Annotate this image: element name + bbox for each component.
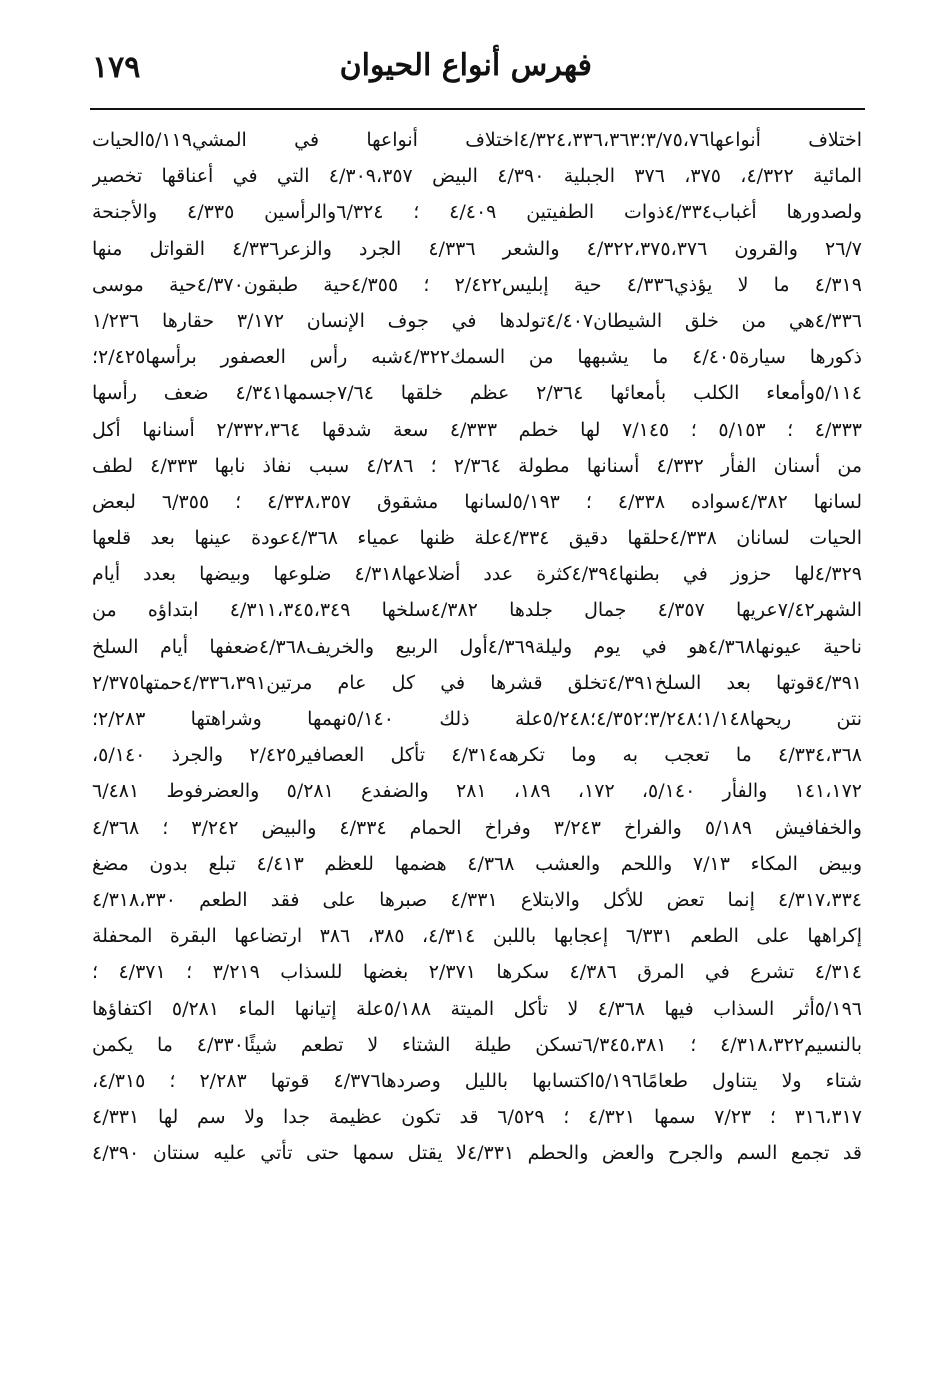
text-line: ٢٦/٧ والقرون ٤/٣٢٢،٣٧٥،٣٧٦ والشعر ٤/٣٣٦ الجرد والزعر٤/٣٣٦ القواتل منها: [92, 237, 862, 260]
text-line: والخفافيش ٥/١٨٩ والفراخ ٣/٢٤٣ وفراخ الحمام ٤/٣٣٤ والبيض ٣/٢٤٢ ؛ ٤/٣٦٨: [92, 816, 862, 839]
text-line: ٤/٣٩١قوتها بعد السلخ٤/٣٩١تخلق قشرها في كل عام مرتين٤/٣٣٦،٣٩١حمتها٢/٣٧٥: [92, 671, 862, 694]
text-line: اختلاف أنواعها٣/٧٥،٧٦؛٤/٣٢٤،٣٣٦،٣٦٣اختلاف أنواعها في المشي٥/١١٩الحيات: [92, 129, 862, 151]
text-line: ٤/٣١٧،٣٣٤ إنما تعض للأكل والابتلاع ٤/٣٣١ صبرها على فقد الطعم ٤/٣١٨،٣٣٠: [92, 888, 862, 911]
text-line: قد تجمع السم والجرح والعض والحطم ٤/٣٣١لا يقتل سمها حتى تأتي عليه سنتان ٤/٣٩٠: [92, 1142, 862, 1165]
text-line: ٤/٣٣٣ ؛ ٥/١٥٣ ؛ ٧/١٤٥ لها خطم ٤/٣٣٣ سعة شدقها ٢/٣٣٢،٣٦٤ أسنانها أكل: [92, 418, 862, 441]
text-line: ٤/٣١٤ تشرع في المرق ٤/٣٨٦ سكرها ٢/٣٧١ بغضها للسذاب ٣/٢١٩ ؛ ٤/٣٧١ ؛: [92, 961, 862, 984]
text-line: ٣١٦،٣١٧ ؛ ٧/٢٣ سمها ٤/٣٢١ ؛ ٦/٥٢٩ قد تكون عظيمة جدا ولا سم لها ٤/٣٣١: [92, 1106, 862, 1129]
text-line: إكراهها على الطعم ٦/٣٣١ إعجابها باللبن ٤/٣١٤، ٣٨٥، ٣٨٦ ارتضاعها البقرة المحفلة: [92, 925, 862, 948]
text-line: المائية ٤/٣٢٢، ٣٧٥، ٣٧٦ الجبلية ٤/٣٩٠ البيض ٤/٣٠٩،٣٥٧ التي في أعناقها تخصير: [92, 165, 862, 188]
text-line: ١٤١،١٧٢ والفأر ٥/١٤٠، ١٧٢، ١٨٩، ٢٨١ والضفدع ٥/٢٨١ والعضرفوط ٦/٤٨١: [92, 780, 862, 803]
header-rule: [90, 108, 865, 110]
page-header: [90, 40, 862, 100]
text-line: بالنسيم٤/٣١٨،٣٢٢ ؛ ٦/٣٤٥،٣٨١تسكن طيلة الشتاء لا تطعم شيئًا٤/٣٣٠ ما يكمن: [92, 1033, 862, 1056]
text-line: ذكورها سيارة٤/٤٠٥ ما يشبهها من السمك٤/٣٢٢شبه رأس العصفور برأسها٢/٤٢٥؛: [92, 346, 862, 369]
text-line: ٥/١٩٦أثر السذاب فيها ٤/٣٦٨ لا تأكل الميتة ٥/١٨٨علة إتيانها الماء ٥/٢٨١ اكتفاؤها: [92, 997, 862, 1020]
text-line: الحيات لسانان ٤/٣٣٨حلقها دقيق ٤/٣٣٤علة ظنها عمياء ٤/٣٦٨عودة عينها بعد قلعها: [92, 527, 862, 550]
text-line: لسانها ٤/٣٨٢سواده ٤/٣٣٨ ؛ ٥/١٩٣لسانها مشقوق ٤/٣٣٨،٣٥٧ ؛ ٦/٣٥٥ لبعض: [92, 490, 862, 513]
page-number: ١٧٩: [92, 50, 141, 85]
text-line: الشهر٧/٤٢عريها ٤/٣٥٧ جمال جلدها ٤/٣٨٢سلخها ٤/٣١١،٣٤٥،٣٤٩ ابتداؤه من: [92, 599, 862, 622]
text-line: من أسنان الفأر ٤/٣٣٢ أسنانها مطولة ٢/٣٦٤ ؛ ٤/٢٨٦ سبب نفاذ نابها ٤/٣٣٣ لطف: [92, 454, 862, 477]
text-line: ناحية عيونها٤/٣٦٨هو في يوم وليلة٤/٣٦٩أول الربيع والخريف٤/٣٦٨ضعفها أيام السلخ: [92, 635, 862, 658]
page-title: فهرس أنواع الحيوان: [339, 48, 592, 83]
text-line: نتن ريحها١/١٤٨؛٣/٢٤٨؛٤/٣٥٢؛٥/٢٤٨علة ذلك ٥/١٤٠نهمها وشراهتها ٢/٢٨٣؛: [92, 708, 862, 730]
text-line: ٤/٣٣٦هي من خلق الشيطان٤/٤٠٧تولدها في جوف الإنسان ٣/١٧٢ حقارها ١/٢٣٦: [92, 309, 862, 332]
text-line: ٤/٣٢٩لها حزوز في بطنها٤/٣٩٤كثرة عدد أضلاعها٤/٣١٨ ضلوعها وبيضها بعدد أيام: [92, 563, 862, 586]
text-line: ٤/٣٣٤،٣٦٨ ما تعجب به وما تكرهه٤/٣١٤ تأكل العصافير٢/٤٢٥ والجرذ ٥/١٤٠،: [92, 744, 862, 767]
text-line: ٥/١١٤وأمعاء الكلب بأمعائها ٢/٣٦٤ عظم خلقها ٧/٦٤جسمها٤/٣٤١ ضعف رأسها: [92, 382, 862, 405]
index-text-block: [92, 122, 862, 1171]
text-line: ولصدورها أغباب٤/٣٣٤ذوات الطفيتين ٤/٤٠٩ ؛ ٦/٣٢٤والرأسين ٤/٣٣٥ والأجنحة: [92, 201, 862, 224]
text-line: وبيض المكاء ٧/١٣ واللحم والعشب ٤/٣٦٨ هضمها للعظم ٤/٤١٣ تبلع بدون مضغ: [92, 852, 862, 875]
text-line: شتاء ولا يتناول طعامًا٥/١٩٦اكتسابها بالليل وصردها٤/٣٧٦ قوتها ٢/٢٨٣ ؛ ٤/٣١٥،: [92, 1069, 862, 1092]
text-line: ٤/٣١٩ ما لا يؤذي٤/٣٣٦ حية إبليس٢/٤٢٢ ؛ ٤/٣٥٥حية طبقون٤/٣٧٠حية موسى: [92, 273, 862, 296]
